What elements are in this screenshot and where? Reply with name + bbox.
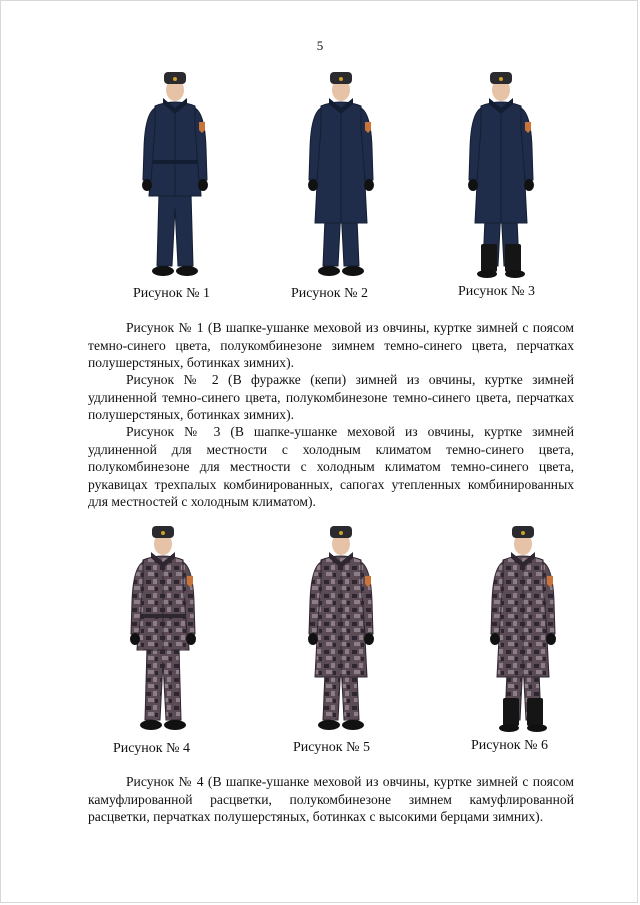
right-shoe <box>164 720 186 730</box>
left-shoe <box>318 720 340 730</box>
left-shoe <box>318 266 340 276</box>
left-glove <box>130 633 140 645</box>
left-boot <box>481 244 497 272</box>
figure-1-illustration <box>110 68 240 286</box>
page-number: 5 <box>316 38 324 53</box>
paragraph-figure-4: Рисунок № 4 (В шапке-ушанке меховой из овчины, куртке зимней с поясом камуфлированной расцветки, полукомбинезоне зимнем камуфлированной расцветки, перчатках полушерстяных, ботинках с высокими берцами зимних). <box>88 774 574 825</box>
figure-3-caption: Рисунок № 3 <box>458 284 535 299</box>
belt <box>151 160 199 164</box>
figure-2-caption: Рисунок № 2 <box>291 286 368 301</box>
right-shoe <box>342 266 364 276</box>
right-glove <box>546 633 556 645</box>
hat-badge <box>521 531 525 535</box>
left-boot <box>503 698 519 726</box>
right-glove <box>364 179 374 191</box>
paragraph-figure-2: Рисунок № 2 (В фуражке (кепи) зимней из овчины, куртке зимней удлиненной темно-синего цвета, полукомбинезоне темно-синего цвета, перчатках полушерстяных, ботинках зимних). <box>88 372 574 423</box>
figure-5-caption: Рисунок № 5 <box>293 740 370 755</box>
right-shoe <box>342 720 364 730</box>
belt <box>139 614 187 618</box>
figure-3-illustration <box>436 68 566 286</box>
right-glove <box>364 633 374 645</box>
right-boot <box>505 244 521 272</box>
right-shoe <box>176 266 198 276</box>
left-glove <box>308 179 318 191</box>
right-boot <box>527 698 543 726</box>
hat-badge <box>173 77 177 81</box>
hat-badge <box>499 77 503 81</box>
figure-6-caption: Рисунок № 6 <box>471 738 548 753</box>
figure-1-caption: Рисунок № 1 <box>133 286 210 301</box>
figure-2-illustration <box>276 68 406 286</box>
figure-6-illustration <box>458 522 588 740</box>
figure-4-caption: Рисунок № 4 <box>113 741 190 756</box>
trousers <box>157 193 193 266</box>
left-glove <box>308 633 318 645</box>
figure-4-illustration <box>98 522 228 740</box>
left-glove <box>468 179 478 191</box>
left-boot-sole <box>499 724 519 732</box>
right-glove <box>186 633 196 645</box>
left-shoe <box>152 266 174 276</box>
left-shoe <box>140 720 162 730</box>
right-glove <box>524 179 534 191</box>
hat-badge <box>161 531 165 535</box>
paragraph-figure-3: Рисунок № 3 (В шапке-ушанке меховой из овчины, куртке зимней удлиненной для местности с холодным климатом темно-синего цвета, полукомбинезоне для местности с холодным климатом темно-синего цвета, рукавицах трехпалых комбинированных, сапогах утепленных комбинированных для местностей с холодным климатом). <box>88 424 574 510</box>
paragraph-figure-1: Рисунок № 1 (В шапке-ушанке меховой из овчины, куртке зимней с поясом темно-синего цвета, полукомбинезоне зимнем темно-синего цвета, перчатках полушерстяных, ботинках зимних). <box>88 320 574 371</box>
figure-5-illustration <box>276 522 406 740</box>
right-glove <box>198 179 208 191</box>
right-boot-sole <box>505 270 525 278</box>
left-boot-sole <box>477 270 497 278</box>
trousers <box>145 647 181 720</box>
hat-badge <box>339 531 343 535</box>
left-glove <box>490 633 500 645</box>
left-glove <box>142 179 152 191</box>
hat-badge <box>339 77 343 81</box>
right-boot-sole <box>527 724 547 732</box>
